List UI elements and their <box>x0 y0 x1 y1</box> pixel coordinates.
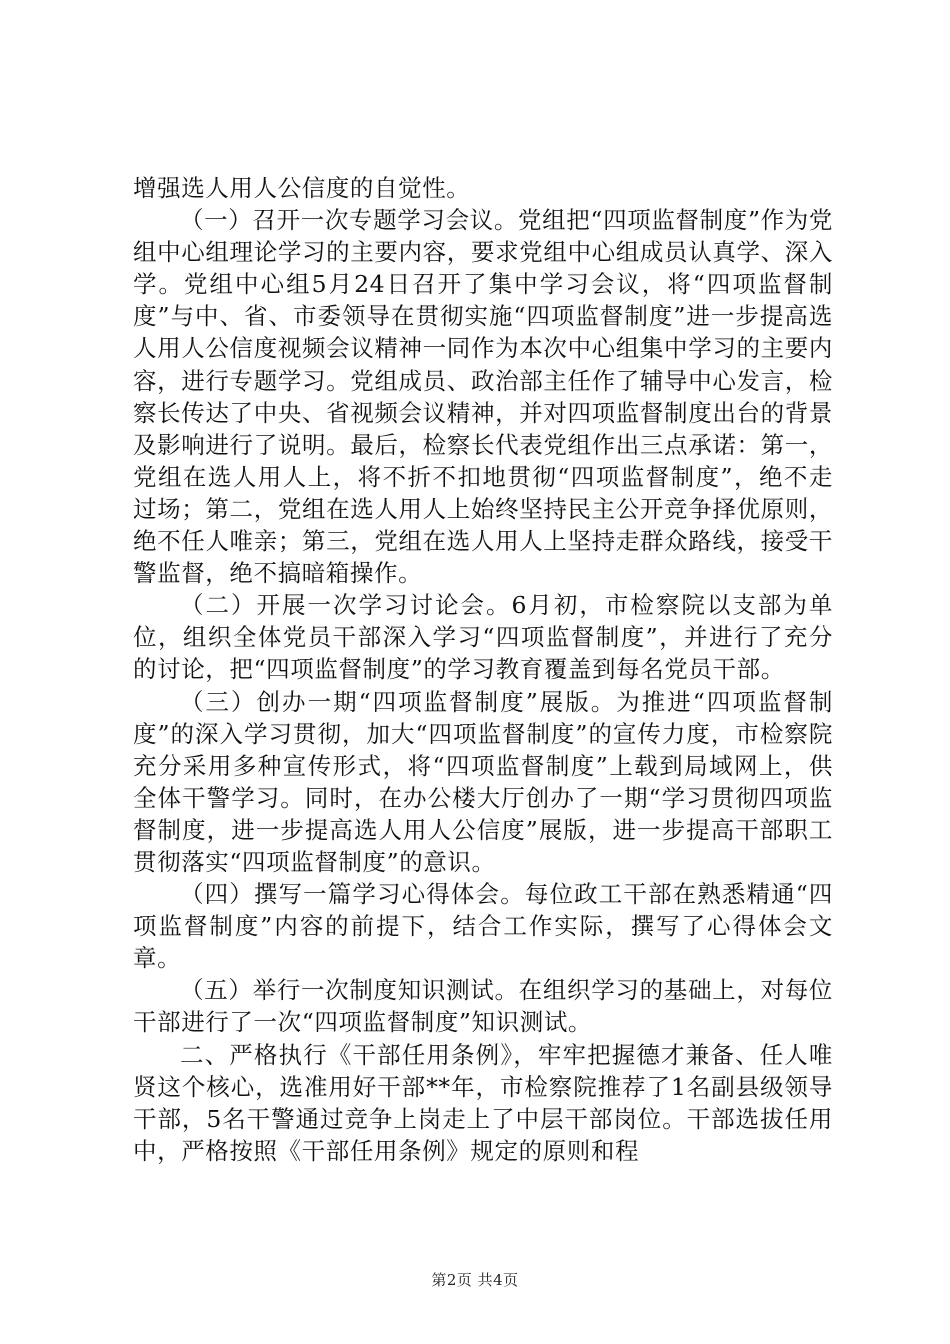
paragraph-section-4: （四）撰写一篇学习心得体会。每位政工干部在熟悉精通“四项监督制度”内容的前提下，结合工作实际，撰写了心得体会文章。 <box>133 880 833 973</box>
paragraph-section-2: （二）开展一次学习讨论会。6月初，市检察院以支部为单位，组织全体党员干部深入学习“四项监督制度”，并进行了充分的讨论，把“四项监督制度”的学习教育覆盖到每名党员干部。 <box>133 591 833 684</box>
paragraph-continuation: 增强选人用人公信度的自觉性。 <box>133 174 471 202</box>
paragraph-part-2: 二、严格执行《干部任用条例》，牢牢把握德才兼备、任人唯贤这个核心，选准用好干部**年，市检察院推荐了1名副县级领导干部，5名干警通过竞争上岗走上了中层干部岗位。干部选拔任用中，严格按照《干部任用条例》规定的原则和程 <box>133 1040 833 1165</box>
document-body <box>133 172 833 1167</box>
paragraph-section-5: （五）举行一次制度知识测试。在组织学习的基础上，对每位干部进行了一次“四项监督制度”知识测试。 <box>133 976 833 1037</box>
paragraph-section-3: （三）创办一期“四项监督制度”展版。为推进“四项监督制度”的深入学习贯彻，加大“四项监督制度”的宣传力度，市检察院充分采用多种宣传形式，将“四项监督制度”上载到局域网上，供全体干警学习。同时，在办公楼大厅创办了一期“学习贯彻四项监督制度，进一步提高选人用人公信度”展版，进一步提高干部职工贯彻落实“四项监督制度”的意识。 <box>133 687 833 876</box>
paragraph-section-1: （一）召开一次专题学习会议。党组把“四项监督制度”作为党组中心组理论学习的主要内容，要求党组中心组成员认真学、深入学。党组中心组5月24日召开了集中学习会议，将“四项监督制度”与中、省、市委领导在贯彻实施“四项监督制度”进一步提高选人用人公信度视频会议精神一同作为本次中心组集中学习的主要内容，进行专题学习。党组成员、政治部主任作了辅导中心发言，检察长传达了中央、省视频会议精神，并对四项监督制度出台的背景及影响进行了说明。最后，检察长代表党组作出三点承诺：第一，党组在选人用人上，将不折不扣地贯彻“四项监督制度”，绝不走过场；第二，党组在选人用人上始终坚持民主公开竞争择优原则，绝不任人唯亲；第三，党组在选人用人上坚持走群众路线，接受干警监督，绝不搞暗箱操作。 <box>133 206 833 588</box>
page-number-footer: 第2页 共4页 <box>431 1271 519 1289</box>
